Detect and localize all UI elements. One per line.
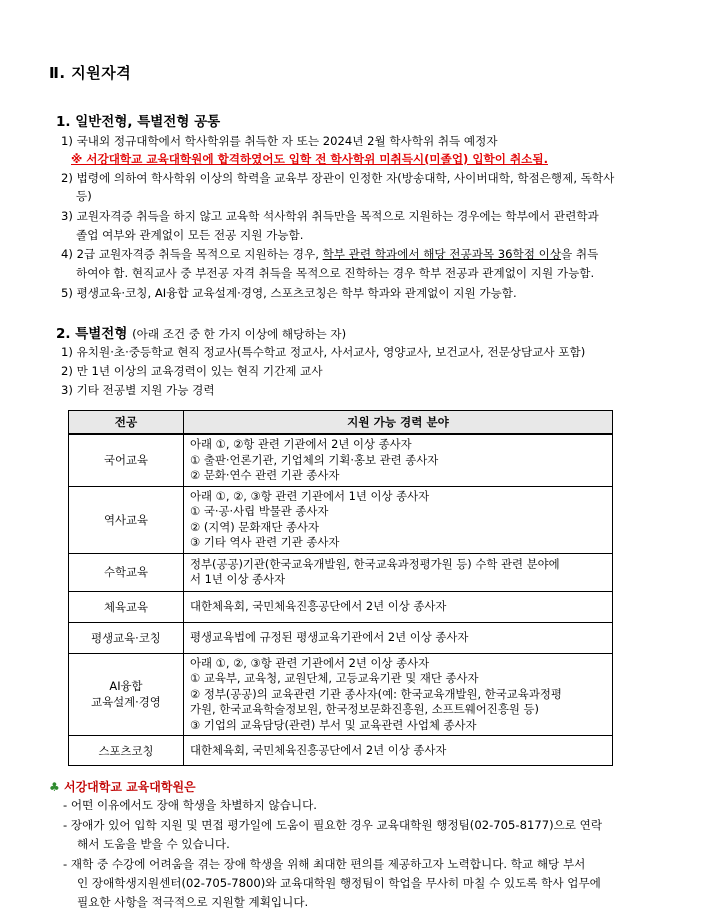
credit-requirement: 학부 관련 학과에서 해당 전공과목 36학점 이상 bbox=[322, 247, 562, 261]
career-line: ② 문화·연수 관련 기관 종사자 bbox=[190, 468, 340, 482]
notice-text: 장애가 있어 입학 지원 및 면접 평가일에 도움이 필요한 경우 교육대학원 행정팀(02-705-8177)으로 연락 bbox=[70, 818, 603, 832]
general-item-2 bbox=[61, 170, 614, 187]
item-text: 유치원·초·중등학교 현직 정교사(특수학교 정교사, 사서교사, 영양교사, 보건교사, 전문상담교사 포함) bbox=[76, 345, 586, 359]
career-cell bbox=[184, 736, 613, 766]
item-text: 법령에 의하여 학사학위 이상의 학력을 교육부 장관이 인정한 자(방송대학, 사이버대학, 학점은행제, 독학사 bbox=[76, 171, 615, 185]
section-title: Ⅱ. 지원자격 bbox=[49, 64, 132, 82]
notice-item-3-cont: 인 장애학생지원센터(02-705-7800)와 교육대학원 행정팀이 학업을 무사히 마칠 수 있도록 학사 업무에 bbox=[77, 876, 601, 890]
general-item-2-cont: 등) bbox=[76, 189, 92, 203]
item-number: 3) bbox=[61, 383, 73, 397]
item-text-tail: 을 취득 bbox=[561, 247, 599, 261]
item-text: 기타 전공별 지원 가능 경력 bbox=[76, 383, 215, 397]
career-cell bbox=[184, 591, 613, 622]
general-heading: 1. 일반전형, 특별전형 공통 bbox=[56, 114, 221, 130]
dash: - bbox=[63, 798, 68, 812]
item-text: 국내외 정규대학에서 학사학위를 취득한 자 또는 2024년 2월 학사학위 취득 예정자 bbox=[76, 134, 498, 148]
special-item-1 bbox=[61, 344, 585, 361]
item-text: 2급 교원자격증 취득을 목적으로 지원하는 경우, bbox=[76, 247, 323, 261]
item-number: 2) bbox=[61, 171, 73, 185]
major-cell: 역사교육 bbox=[69, 486, 184, 553]
notice-item-3 bbox=[63, 856, 585, 873]
career-line: 아래 ①, ②, ③항 관련 기관에서 2년 이상 종사자 bbox=[190, 655, 430, 670]
career-line: 정부(공공)기관(한국교육개발원, 한국교육과정평가원 등) 수학 관련 분야에 bbox=[190, 556, 560, 571]
item-number: 1) bbox=[61, 134, 73, 148]
career-line: 대한체육회, 국민체육진흥공단에서 2년 이상 종사자 bbox=[190, 742, 447, 757]
career-line: 평생교육법에 규정된 평생교육기관에서 2년 이상 종사자 bbox=[190, 629, 469, 644]
item-number: 3) bbox=[61, 209, 73, 223]
dash: - bbox=[63, 857, 68, 871]
career-line: ③ 기타 역사 관련 기관 종사자 bbox=[190, 535, 340, 549]
notice-item-2-cont: 해서 도움을 받을 수 있습니다. bbox=[77, 837, 230, 851]
item-text: 만 1년 이상의 교육경력이 있는 현직 기간제 교사 bbox=[76, 364, 323, 378]
career-cell bbox=[184, 553, 613, 591]
general-item-5 bbox=[61, 285, 517, 302]
special-heading bbox=[56, 322, 346, 342]
major-line: 교육설계·경영 bbox=[91, 695, 161, 710]
item-number: 5) bbox=[61, 286, 73, 300]
general-item-4 bbox=[61, 246, 598, 263]
item-number: 2) bbox=[61, 364, 73, 378]
table-row bbox=[69, 591, 613, 622]
table-row bbox=[69, 486, 613, 553]
table-row bbox=[69, 434, 613, 486]
notice-title-text: 서강대학교 교육대학원은 bbox=[63, 780, 196, 794]
career-line: 아래 ①, ②항 관련 기관에서 2년 이상 종사자 bbox=[190, 437, 412, 451]
career-line: 아래 ①, ②, ③항 관련 기관에서 1년 이상 종사자 bbox=[190, 488, 430, 503]
notice-text: 어떤 이유에서도 장애 학생을 차별하지 않습니다. bbox=[70, 798, 317, 812]
major-cell: 스포츠코칭 bbox=[69, 736, 184, 766]
career-cell bbox=[184, 486, 613, 553]
career-line: ② (지역) 문화재단 종사자 bbox=[190, 519, 319, 534]
general-item-3-cont: 졸업 여부와 관계없이 모든 전공 지원 가능함. bbox=[76, 228, 304, 242]
table-row bbox=[69, 736, 613, 766]
major-cell: 평생교육·코칭 bbox=[69, 622, 184, 653]
general-item-1 bbox=[61, 133, 498, 150]
major-cell: 국어교육 bbox=[69, 434, 184, 486]
item-text: 교원자격증 취득을 하지 않고 교육학 석사학위 취득만을 목적으로 지원하는 경우에는 학부에서 관련학과 bbox=[76, 209, 599, 223]
dash: - bbox=[63, 818, 68, 832]
special-heading-note: (아래 조건 중 한 가지 이상에 해당하는 자) bbox=[132, 327, 347, 341]
career-line: ① 출판·언론기관, 기업체의 기획·홍보 관련 종사자 bbox=[190, 452, 439, 467]
admission-cancel-warning: ※ 서강대학교 교육대학원에 합격하였어도 입학 전 학사학위 미취득시(미졸업) 입학이 취소됨. bbox=[71, 152, 548, 166]
item-number: 4) bbox=[61, 247, 73, 261]
item-number: 1) bbox=[61, 345, 73, 359]
major-cell bbox=[69, 653, 184, 736]
career-line: 서 1년 이상 종사자 bbox=[190, 572, 286, 586]
item-text: 평생교육·코칭, AI융합 교육설계·경영, 스포츠코칭은 학부 학과와 관계없이 지원 가능함. bbox=[76, 286, 517, 300]
table-row bbox=[69, 653, 613, 736]
major-cell: 체육교육 bbox=[69, 591, 184, 622]
career-table bbox=[68, 410, 613, 766]
career-line: ① 국·공·사립 박물관 종사자 bbox=[190, 504, 329, 518]
career-line: ① 교육부, 교육청, 교원단체, 고등교육기관 및 재단 종사자 bbox=[190, 671, 479, 685]
notice-item-1 bbox=[63, 797, 317, 814]
notice-title bbox=[49, 778, 196, 795]
table-header-row bbox=[69, 411, 613, 435]
special-item-2 bbox=[61, 363, 323, 380]
general-item-4-cont: 하여야 함. 현직교사 중 부전공 자격 취득을 목적으로 진학하는 경우 학부 전공과 관계없이 지원 가능함. bbox=[76, 266, 595, 280]
career-cell bbox=[184, 653, 613, 736]
table-row bbox=[69, 553, 613, 591]
special-heading-title: 2. 특별전형 bbox=[56, 326, 128, 342]
club-icon: ♣ bbox=[49, 780, 60, 794]
major-cell: 수학교육 bbox=[69, 553, 184, 591]
career-line: ③ 기업의 교육담당(관련) 부서 및 교육관련 사업체 종사자 bbox=[190, 717, 477, 732]
career-cell bbox=[184, 434, 613, 486]
special-item-3 bbox=[61, 382, 215, 399]
career-cell bbox=[184, 622, 613, 653]
career-line: 가원, 한국교육학술정보원, 한국정보문화진흥원, 소프트웨어진흥원 등) bbox=[190, 702, 539, 716]
career-line: 대한체육회, 국민체육진흥공단에서 2년 이상 종사자 bbox=[190, 598, 447, 613]
notice-item-3-cont2: 필요한 사항을 적극적으로 지원할 계획입니다. bbox=[77, 895, 309, 909]
notice-item-2 bbox=[63, 817, 602, 834]
notice-text: 재학 중 수강에 어려움을 겪는 장애 학생을 위해 최대한 편의를 제공하고자 노력합니다. 학교 해당 부서 bbox=[70, 857, 586, 871]
career-line: ② 정부(공공)의 교육관련 기관 종사자(예: 한국교육개발원, 한국교육과정평 bbox=[190, 686, 562, 701]
major-line: AI융합 bbox=[109, 679, 143, 694]
header-major: 전공 bbox=[69, 411, 184, 435]
general-item-3 bbox=[61, 208, 599, 225]
header-career: 지원 가능 경력 분야 bbox=[184, 411, 613, 435]
table-row bbox=[69, 622, 613, 653]
